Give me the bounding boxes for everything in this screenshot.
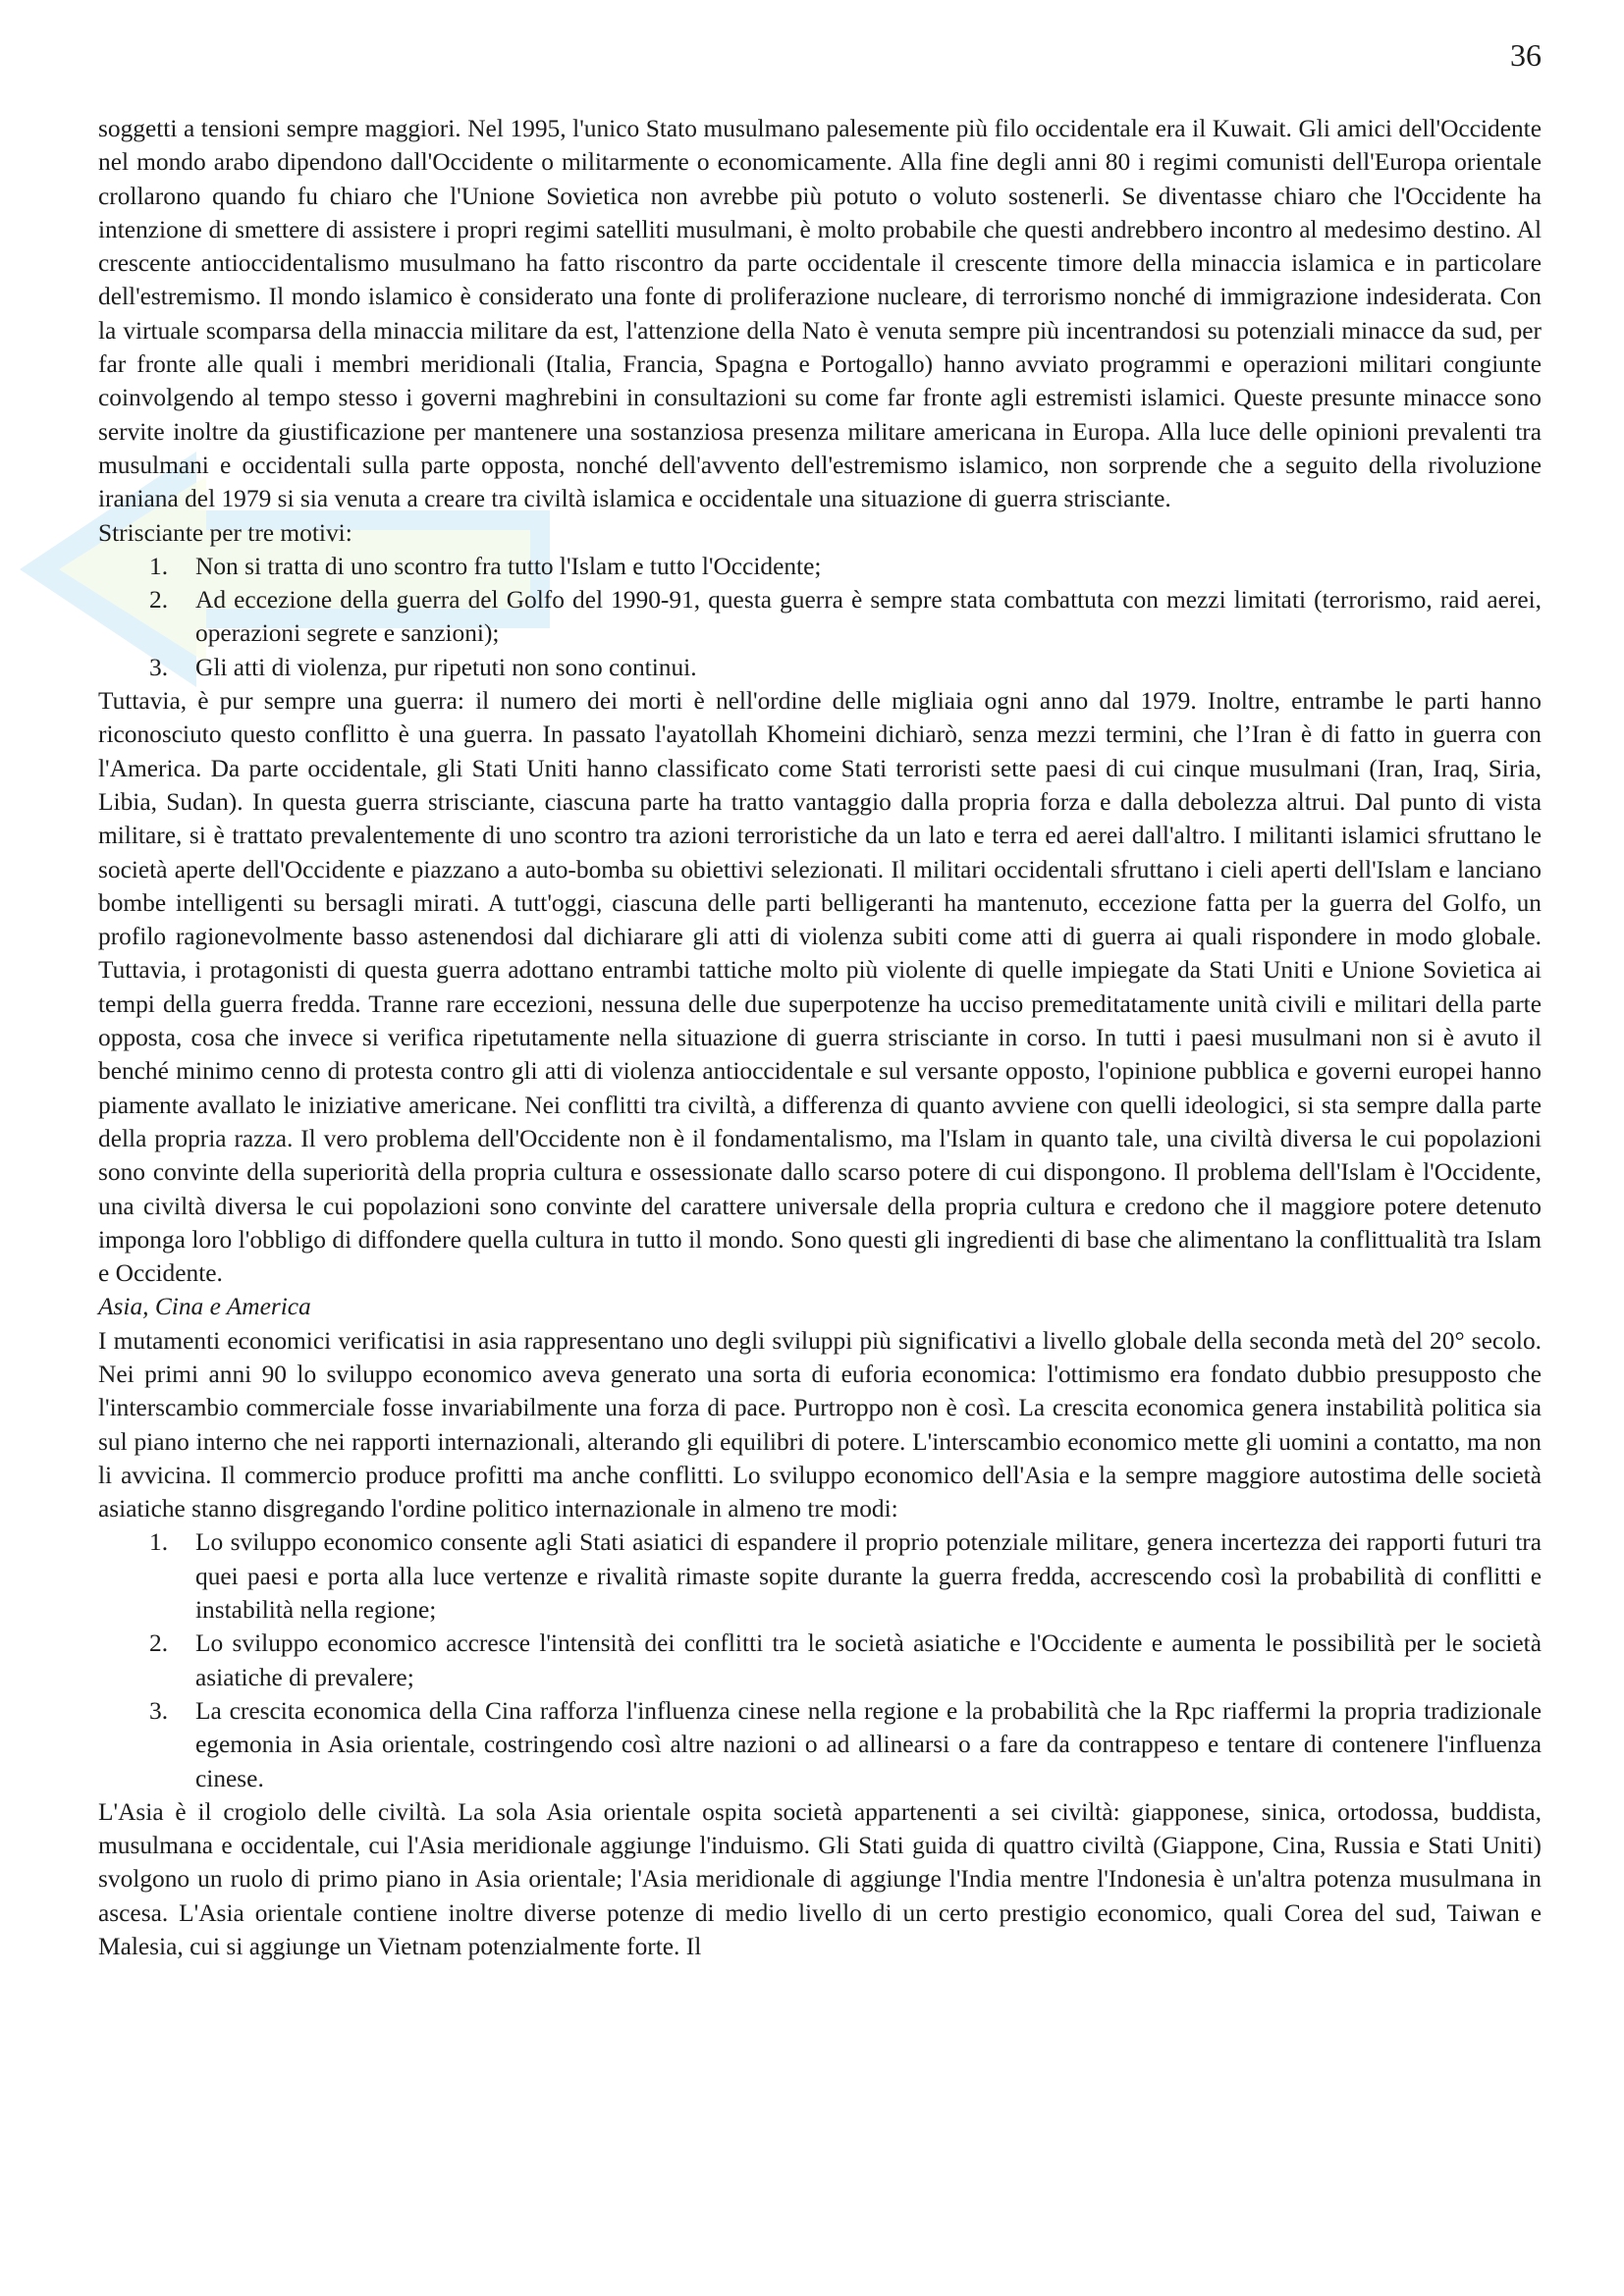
body-paragraph: Tuttavia, è pur sempre una guerra: il numero dei morti è nell'ordine delle migliaia ogni anno dal 1979. Inoltre, entrambe le parti hanno riconosciuto questo conflitto è una guerra. In passato l'ayatollah Khomeini dichiarò, senza mezzi termini, che l’Iran è di fatto in guerra con l'America. Da parte occidentale, gli Stati Uniti hanno classificato come Stati terroristi sette paesi di cui cinque musulmani (Iran, Iraq, Siria, Libia, Sudan). In questa guerra strisciante, ciascuna parte ha tratto vantaggio dalla propria forza e dalla debolezza altrui. Dal punto di vista militare, si è trattato prevalentemente di uno scontro tra azioni terroristiche da un lato e terra ed aerei dall'altro. I militanti islamici sfruttano le società aperte dell'Occidente e piazzano a auto-bomba su obiettivi selezionati. Il militari occidentali sfruttano i cieli aperti dell'Islam e lanciano bombe intelligenti su bersagli mirati. A tutt'oggi, ciascuna delle parti belligeranti ha mantenuto, eccezione fatta per la guerra del Golfo, un profilo ragionevolmente basso astenendosi dal dichiarare gli atti di violenza subiti come atti di guerra ai quali rispondere in modo globale. Tuttavia, i protagonisti di questa guerra adottano entrambi tattiche molto più violente di quelle impiegate da Stati Uniti e Unione Sovietica ai tempi della guerra fredda. Tranne rare eccezioni, nessuna delle due superpotenze ha ucciso premeditatamente unità civili e militari della parte opposta, cosa che invece si verifica ripetutamente nella situazione di guerra strisciante in corso. In tutti i paesi musulmani non si è avuto il benché minimo cenno di protesta contro gli atti di violenza antioccidentale e sul versante opposto, l'opinione pubblica e governi europei hanno piamente avallato le iniziative americane. Nei conflitti tra civiltà, a differenza di quanto avviene con quelli ideologici, si sta sempre dalla parte della propria razza. Il vero problema dell'Occidente non è il fondamentalismo, ma l'Islam in quanto tale, una civiltà diversa le cui popolazioni sono convinte della superiorità della propria cultura e ossessionate dallo scarso potere di cui dispongono. Il problema dell'Islam è l'Occidente, una civiltà diversa le cui popolazioni sono convinte del carattere universale della propria cultura e credono che il maggiore potere detenuto imponga loro l'obbligo di diffondere quella cultura in tutto il mondo. Sono questi gli ingredienti di base che alimentano la conflittualità tra Islam e Occidente.	[98, 687, 1542, 1288]
list-item	[98, 550, 1542, 583]
list-number: 2.	[149, 1629, 169, 1658]
list-item-text: Gli atti di violenza, pur ripetuti non sono continui.	[195, 653, 697, 681]
list-number: 1.	[149, 1528, 169, 1557]
section-heading: Asia, Cina e America	[98, 1293, 311, 1321]
list-item	[98, 1694, 1542, 1795]
list-item	[98, 651, 1542, 684]
list-item	[98, 583, 1542, 651]
list-item	[98, 1627, 1542, 1694]
body-paragraph: Strisciante per tre motivi:	[98, 518, 352, 547]
body-paragraph: L'Asia è il crogiolo delle civiltà. La sola Asia orientale ospita società appartenenti a sei civiltà: giapponese, sinica, ortodossa, buddista, musulmana e occidentale, cui l'Asia meridionale aggiunge l'induismo. Gli Stati guida di quattro civiltà (Giappone, Cina, Russia e Stati Uniti) svolgono un ruolo di primo piano in Asia orientale; l'Asia meridionale di aggiunge l'India mentre l'Indonesia è un'altra potenza musulmana in ascesa. L'Asia orientale contiene inoltre diverse potenze di medio livello di un certo prestigio economico, quali Corea del sud, Taiwan e Malesia, cui si aggiunge un Vietnam potenzialmente forte. Il	[98, 1797, 1542, 1961]
numbered-list	[98, 550, 1542, 684]
page-number: 36	[1510, 37, 1542, 73]
list-item-text: Lo sviluppo economico accresce l'intensità dei conflitti tra le società asiatiche e l'Occidente e aumenta le possibilità per le società asiatiche di prevalere;	[195, 1629, 1542, 1691]
list-number: 1.	[149, 552, 169, 580]
list-item-text: La crescita economica della Cina rafforza l'influenza cinese nella regione e la probabilità che la Rpc riaffermi la propria tradizionale egemonia in Asia orientale, costringendo così altre nazioni o ad allinearsi o a fare da contrappeso e tentare di contenere l'influenza cinese.	[195, 1696, 1542, 1792]
list-number: 2.	[149, 586, 169, 614]
list-item	[98, 1525, 1542, 1627]
document-body	[98, 112, 1542, 1963]
list-number: 3.	[149, 653, 169, 681]
list-item-text: Non si tratta di uno scontro fra tutto l'Islam e tutto l'Occidente;	[195, 552, 822, 580]
list-item-text: Lo sviluppo economico consente agli Stati asiatici di espandere il proprio potenziale militare, genera incertezza dei rapporti futuri tra quei paesi e porta alla luce vertenze e rivalità rimaste sopite durante la guerra fredda, accrescendo così la probabilità di conflitti e instabilità nella regione;	[195, 1528, 1542, 1625]
list-number: 3.	[149, 1696, 169, 1725]
body-paragraph: soggetti a tensioni sempre maggiori. Nel 1995, l'unico Stato musulmano palesemente più filo occidentale era il Kuwait. Gli amici dell'Occidente nel mondo arabo dipendono dall'Occidente o militarmente o economicamente. Alla fine degli anni 80 i regimi comunisti dell'Europa orientale crollarono quando fu chiaro che l'Unione Sovietica non avrebbe più potuto o voluto sostenerli. Se diventasse chiaro che l'Occidente ha intenzione di smettere di assistere i propri regimi satelliti musulmani, è molto probabile che questi andrebbero incontro al medesimo destino. Al crescente antioccidentalismo musulmano ha fatto riscontro da parte occidentale il crescente timore della minaccia islamica e in particolare dell'estremismo. Il mondo islamico è considerato una fonte di proliferazione nucleare, di terrorismo nonché di immigrazione indesiderata. Con la virtuale scomparsa della minaccia militare da est, l'attenzione della Nato è venuta sempre più incentrandosi su potenziali minacce da sud, per far fronte alle quali i membri meridionali (Italia, Francia, Spagna e Portogallo) hanno avviato programmi e operazioni militari congiunte coinvolgendo al tempo stesso i governi maghrebini in consultazioni su come far fronte agli estremisti islamici. Queste presunte minacce sono servite inoltre da giustificazione per mantenere una sostanziosa presenza militare americana in Europa. Alla luce delle opinioni prevalenti tra musulmani e occidentali sulla parte opposta, nonché dell'avvento dell'estremismo islamico, non sorprende che a seguito della rivoluzione iraniana del 1979 si sia venuta a creare tra civiltà islamica e occidentale una situazione di guerra strisciante.	[98, 115, 1542, 513]
body-paragraph: I mutamenti economici verificatisi in asia rappresentano uno degli sviluppi più significativi a livello globale della seconda metà del 20° secolo. Nei primi anni 90 lo sviluppo economico aveva generato una sorta di euforia economica: l'ottimismo era fondato dubbio presupposto che l'interscambio commerciale fosse invariabilmente una forza di pace. Purtroppo non è così. La crescita economica genera instabilità politica sia sul piano interno che nei rapporti internazionali, alterando gli equilibri di potere. L'interscambio economico mette gli uomini a contatto, ma non li avvicina. Il commercio produce profitti ma anche conflitti. Lo sviluppo economico dell'Asia e la sempre maggiore autostima delle società asiatiche stanno disgregando l'ordine politico internazionale in almeno tre modi:	[98, 1326, 1542, 1523]
numbered-list	[98, 1525, 1542, 1794]
list-item-text: Ad eccezione della guerra del Golfo del 1990-91, questa guerra è sempre stata combattuta con mezzi limitati (terrorismo, raid aerei, operazioni segrete e sanzioni);	[195, 586, 1542, 648]
